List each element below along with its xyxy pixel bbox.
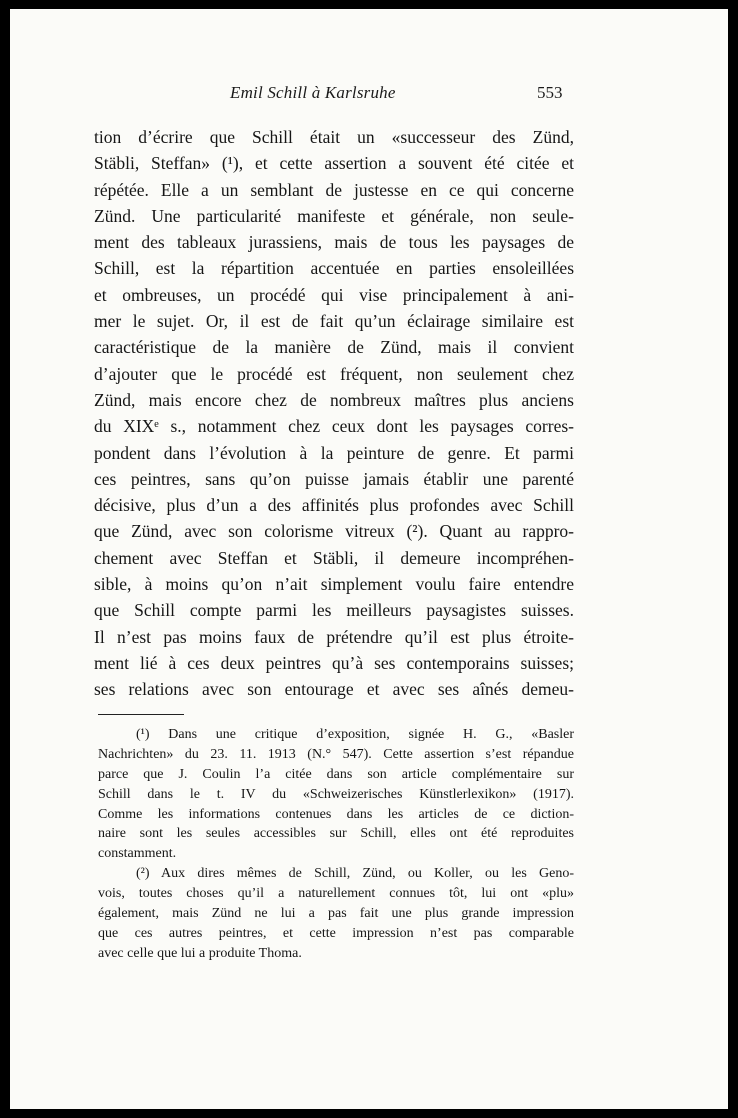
text-line: répétée. Elle a un semblant de justesse en ce qui concerne bbox=[94, 179, 574, 200]
footnote-line: constamment. bbox=[98, 846, 177, 862]
footnote-line: que ces autres peintres, et cette impression n’est pas comparable bbox=[98, 925, 574, 941]
footnote-line: avec celle que lui a produite Thoma. bbox=[98, 945, 302, 961]
text-line: Zünd. Une particularité manifeste et générale, non seule- bbox=[94, 205, 574, 226]
text-line: du XIXᵉ s., notamment chez ceux dont les paysages corres- bbox=[94, 416, 574, 437]
footnote-line: naire sont les seules accessibles sur Schill, elles ont été reproduites bbox=[98, 826, 574, 842]
footnote-line: (²) Aux dires mêmes de Schill, Zünd, ou Koller, ou les Geno- bbox=[136, 866, 574, 882]
running-head bbox=[10, 83, 728, 107]
footnotes bbox=[98, 725, 574, 964]
text-line: chement avec Steffan et Stäbli, il demeure incompréhen- bbox=[94, 547, 574, 568]
text-line: tion d’écrire que Schill était un «successeur des Zünd, bbox=[94, 127, 574, 147]
footnote-rule bbox=[98, 714, 184, 715]
text-line: Stäbli, Steffan» (¹), et cette assertion a souvent été citée et bbox=[94, 153, 574, 174]
footnote-line: vois, toutes choses qu’il a naturellement connues tôt, lui ont «plu» bbox=[98, 886, 574, 902]
text-line: que Schill compte parmi les meilleurs paysagistes suisses. bbox=[94, 600, 574, 621]
running-title: Emil Schill à Karlsruhe bbox=[230, 83, 396, 102]
text-line: que Zünd, avec son colorisme vitreux (²). Quant au rappro- bbox=[94, 521, 574, 542]
footnote-line: (¹) Dans une critique d’exposition, signée H. G., «Basler bbox=[136, 727, 574, 742]
footnote-line: également, mais Zünd ne lui a pas fait une plus grande impression bbox=[98, 906, 574, 922]
footnote-1 bbox=[98, 725, 574, 864]
footnote-line: Nachrichten» du 23. 11. 1913 (N.° 547). Cette assertion s’est répandue bbox=[98, 746, 574, 762]
text-line: et ombreuses, un procédé qui vise principalement à ani- bbox=[94, 284, 574, 305]
text-line: ment des tableaux jurassiens, mais de tous les paysages de bbox=[94, 232, 574, 253]
text-line: ses relations avec son entourage et avec ses aînés demeu- bbox=[94, 679, 574, 700]
text-line: Zünd, mais encore chez de nombreux maîtres plus anciens bbox=[94, 389, 574, 410]
text-line: décisive, plus d’un a des affinités plus profondes avec Schill bbox=[94, 495, 574, 516]
text-line: ment lié à ces deux peintres qu’à ses contemporains suisses; bbox=[94, 652, 574, 673]
text-line: ces peintres, sans qu’on puisse jamais établir une parenté bbox=[94, 468, 574, 489]
page-number: 553 bbox=[537, 83, 563, 102]
footnote-2 bbox=[98, 864, 574, 963]
text-line: mer le sujet. Or, il est de fait qu’un éclairage similaire est bbox=[94, 311, 574, 332]
text-line: caractéristique de la manière de Zünd, mais il convient bbox=[94, 337, 574, 358]
footnote-line: Schill dans le t. IV du «Schweizerisches Künstlerlexikon» (1917). bbox=[98, 786, 574, 802]
main-text bbox=[94, 124, 574, 703]
book-page bbox=[10, 9, 728, 1109]
text-line: sible, à moins qu’on n’ait simplement voulu faire entendre bbox=[94, 574, 574, 595]
footnote-line: parce que J. Coulin l’a citée dans son article complémentaire sur bbox=[98, 766, 574, 782]
text-line: pondent dans l’évolution à la peinture de genre. Et parmi bbox=[94, 442, 574, 463]
text-line: d’ajouter que le procédé est fréquent, non seulement chez bbox=[94, 363, 574, 384]
text-line: Il n’est pas moins faux de prétendre qu’il est plus étroite- bbox=[94, 626, 574, 647]
footnote-line: Comme les informations contenues dans les articles de ce diction- bbox=[98, 806, 574, 822]
text-line: Schill, est la répartition accentuée en parties ensoleillées bbox=[94, 258, 574, 279]
